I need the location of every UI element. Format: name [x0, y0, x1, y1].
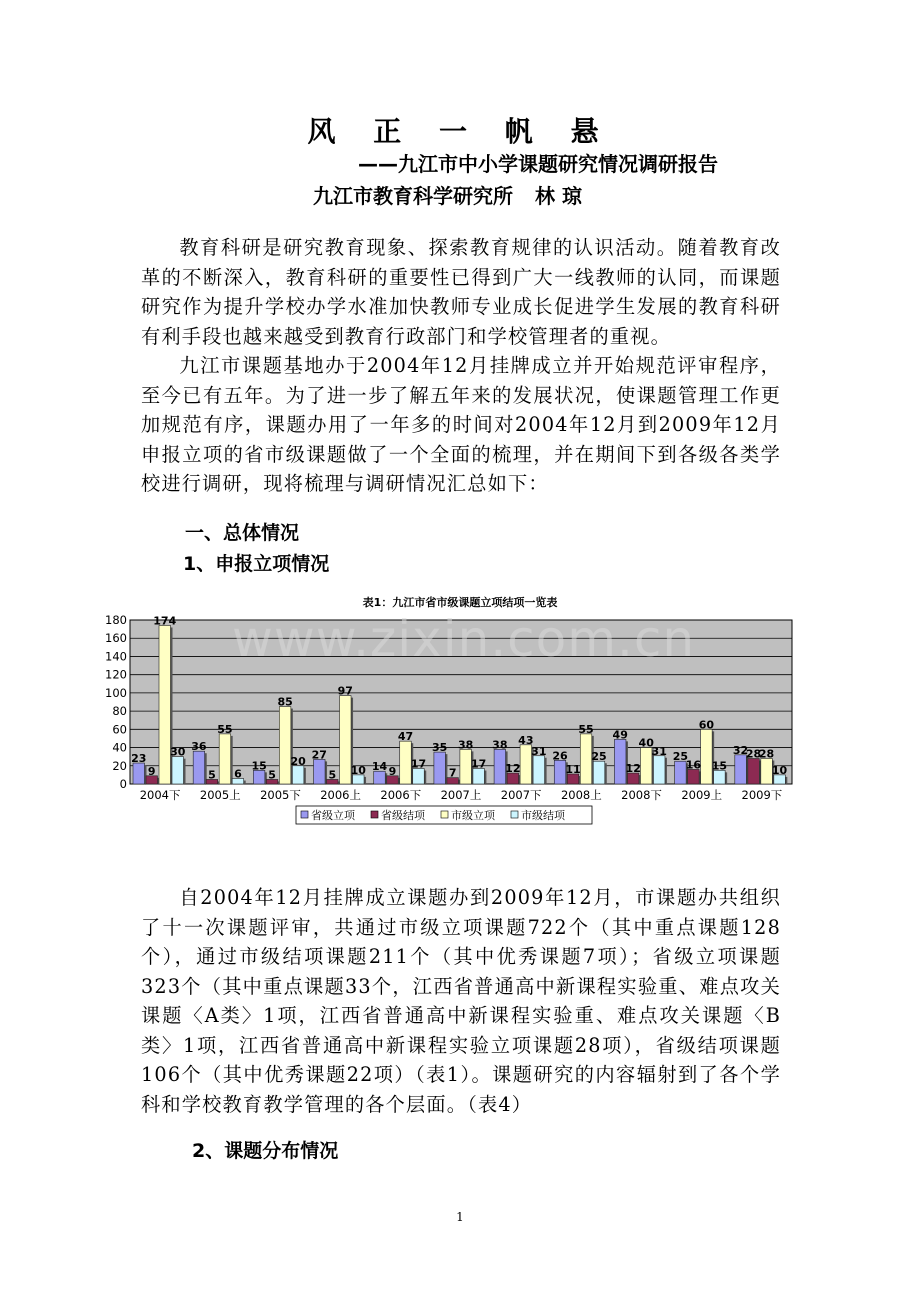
data-label: 28	[758, 747, 775, 761]
data-label: 10	[771, 763, 788, 777]
intro-paragraph-1: 教育科研是研究教育现象、探索教育规律的认识活动。随着教育改革的不断深入，教育科研的重要性已得到广大一线教师的认同，而课题研究作为提升学校办学水准加快教师专业成长促进学生发展的教育科研有利手段也越来越受到教育行政部门和学校管理者的重视。	[141, 236, 781, 348]
y-tick-label: 120	[105, 667, 127, 682]
y-tick-label: 60	[112, 722, 127, 737]
data-label: 15	[711, 759, 728, 773]
bar	[460, 749, 472, 784]
data-label: 20	[290, 754, 306, 768]
bar	[533, 756, 545, 784]
bar	[292, 766, 304, 784]
bar	[593, 761, 605, 784]
bar	[520, 745, 532, 784]
bar	[314, 759, 326, 784]
y-tick-label: 180	[105, 613, 127, 627]
author-line	[313, 180, 582, 209]
y-tick-label: 40	[112, 740, 127, 755]
bar	[159, 625, 171, 784]
legend-swatch	[511, 811, 518, 818]
bar	[640, 748, 652, 784]
data-label: 5	[328, 768, 337, 782]
x-tick-label: 2004下	[139, 788, 181, 802]
data-label: 38	[458, 738, 474, 752]
bar	[494, 749, 506, 784]
bar	[434, 752, 446, 784]
data-label: 12	[625, 762, 641, 776]
data-label: 12	[505, 762, 521, 776]
data-label: 17	[471, 757, 487, 771]
data-label: 25	[591, 750, 607, 764]
bar	[688, 769, 700, 784]
data-label: 30	[170, 745, 186, 759]
y-tick-label: 20	[112, 758, 127, 773]
bar	[473, 769, 485, 784]
data-label: 9	[388, 764, 397, 778]
bar	[340, 696, 352, 784]
y-tick-label: 0	[119, 777, 127, 791]
data-label: 23	[131, 752, 147, 766]
intro-paragraph-2: 九江市课题基地办于2004年12月挂牌成立并开始规范评审程序，至今已有五年。为了进一步了解五年来的发展状况，使课题管理工作更加规范有序，课题办用了一年多的时间对2004年12月到2009年12月申报立项的省市级课题做了一个全面的梳理，并在期间下到各级各类学校进行调研，现将梳理与调研情况汇总如下：	[141, 354, 781, 495]
y-tick-label: 100	[105, 685, 127, 700]
bar	[172, 757, 184, 784]
bar	[193, 751, 205, 784]
data-label: 26	[552, 749, 568, 763]
data-label: 38	[492, 738, 508, 752]
data-label: 40	[638, 736, 654, 750]
data-label: 25	[672, 750, 689, 764]
chart-title: 表1：九江市省市级课题立项结项一览表	[362, 596, 558, 609]
legend-label: 市级结项	[521, 809, 565, 822]
data-label: 27	[311, 748, 327, 762]
author-name: 林 琼	[535, 184, 582, 208]
data-label: 55	[217, 722, 233, 736]
bar	[675, 761, 687, 784]
x-tick-label: 2009上	[681, 788, 723, 802]
data-label: 15	[251, 759, 267, 773]
data-label: 28	[745, 747, 762, 761]
bar	[554, 760, 566, 784]
x-tick-label: 2009下	[741, 788, 783, 802]
bar	[761, 758, 773, 784]
bar	[714, 770, 726, 784]
legend-label: 市级立项	[451, 809, 495, 822]
author-org: 九江市教育科学研究所	[313, 184, 513, 208]
x-tick-label: 2008下	[621, 788, 662, 802]
data-label: 32	[732, 743, 749, 757]
data-label: 85	[277, 695, 293, 709]
section-heading-overall: 一、总体情况	[185, 522, 300, 544]
bar	[219, 734, 231, 784]
bar	[653, 756, 665, 784]
intro-section	[141, 233, 781, 499]
data-label: 55	[578, 722, 594, 736]
legend-swatch	[441, 811, 448, 818]
data-label: 49	[612, 728, 628, 742]
x-tick-label: 2006下	[380, 788, 422, 802]
data-label: 31	[651, 744, 667, 758]
data-label: 36	[191, 740, 207, 754]
bar	[400, 741, 412, 784]
watermark: www.zixin.com.cn	[232, 610, 696, 668]
document-title: 风 正 一 帆 悬	[307, 115, 613, 148]
legend-swatch	[371, 811, 378, 818]
data-label: 174	[153, 614, 177, 628]
data-label: 43	[518, 733, 534, 747]
bar	[279, 707, 291, 784]
x-tick-label: 2005下	[260, 788, 301, 802]
document-subtitle: ——九江市中小学课题研究情况调研报告	[358, 152, 718, 176]
data-label: 10	[350, 763, 366, 777]
data-label: 35	[432, 741, 448, 755]
data-label: 16	[685, 758, 702, 772]
data-label: 6	[234, 767, 242, 781]
data-label: 31	[531, 744, 547, 758]
bar	[133, 763, 145, 784]
data-label: 47	[397, 730, 414, 744]
x-tick-label: 2007上	[440, 788, 482, 802]
body-paragraph: 自2004年12月挂牌成立课题办到2009年12月，市课题办共组织了十一次课题评审，共通过市级立项课题722个（其中重点课题128个），通过市级结项课题211个（其中优秀课题7项）；省级立项课题323个（其中重点课题33个，江西省普通高中新课程实验重、难点攻关课题〈A类〉1项，江西省普通高中新课程实验重、难点攻关课题〈B类〉1项，江西省普通高中新课程实验立项课题28项），省级结项课题106个（其中优秀课题22项）（表1）。课题研究的内容辐射到了各个学科和学校教育教学管理的各个层面。（表4）	[141, 886, 781, 1116]
x-tick-label: 2005上	[199, 788, 241, 802]
data-label: 11	[565, 762, 581, 776]
x-tick-label: 2008上	[560, 788, 602, 802]
data-label: 7	[448, 766, 457, 780]
x-tick-label: 2007下	[500, 788, 542, 802]
y-tick-label: 160	[105, 631, 127, 646]
body-section	[141, 883, 781, 1119]
data-label: 60	[698, 718, 715, 732]
bar	[614, 739, 626, 784]
legend-label: 省级结项	[381, 809, 425, 822]
legend-swatch	[301, 811, 308, 818]
data-label: 97	[337, 684, 353, 698]
bar	[748, 758, 760, 784]
bar	[580, 734, 592, 784]
legend-label: 省级立项	[311, 809, 355, 822]
section-heading-distribution: 2、课题分布情况	[192, 1140, 339, 1162]
bar	[701, 729, 713, 784]
bar	[413, 769, 425, 784]
y-tick-label: 80	[112, 704, 127, 719]
y-tick-label: 140	[105, 649, 127, 664]
data-label: 9	[147, 764, 156, 778]
page-number: 1	[456, 1210, 464, 1224]
bar	[253, 770, 265, 784]
data-label: 14	[371, 760, 388, 774]
data-label: 5	[208, 768, 216, 782]
section-heading-projects: 1、申报立项情况	[183, 553, 330, 575]
bar	[735, 755, 747, 784]
x-tick-label: 2006上	[320, 788, 362, 802]
data-label: 17	[410, 757, 427, 771]
data-label: 5	[268, 768, 276, 782]
